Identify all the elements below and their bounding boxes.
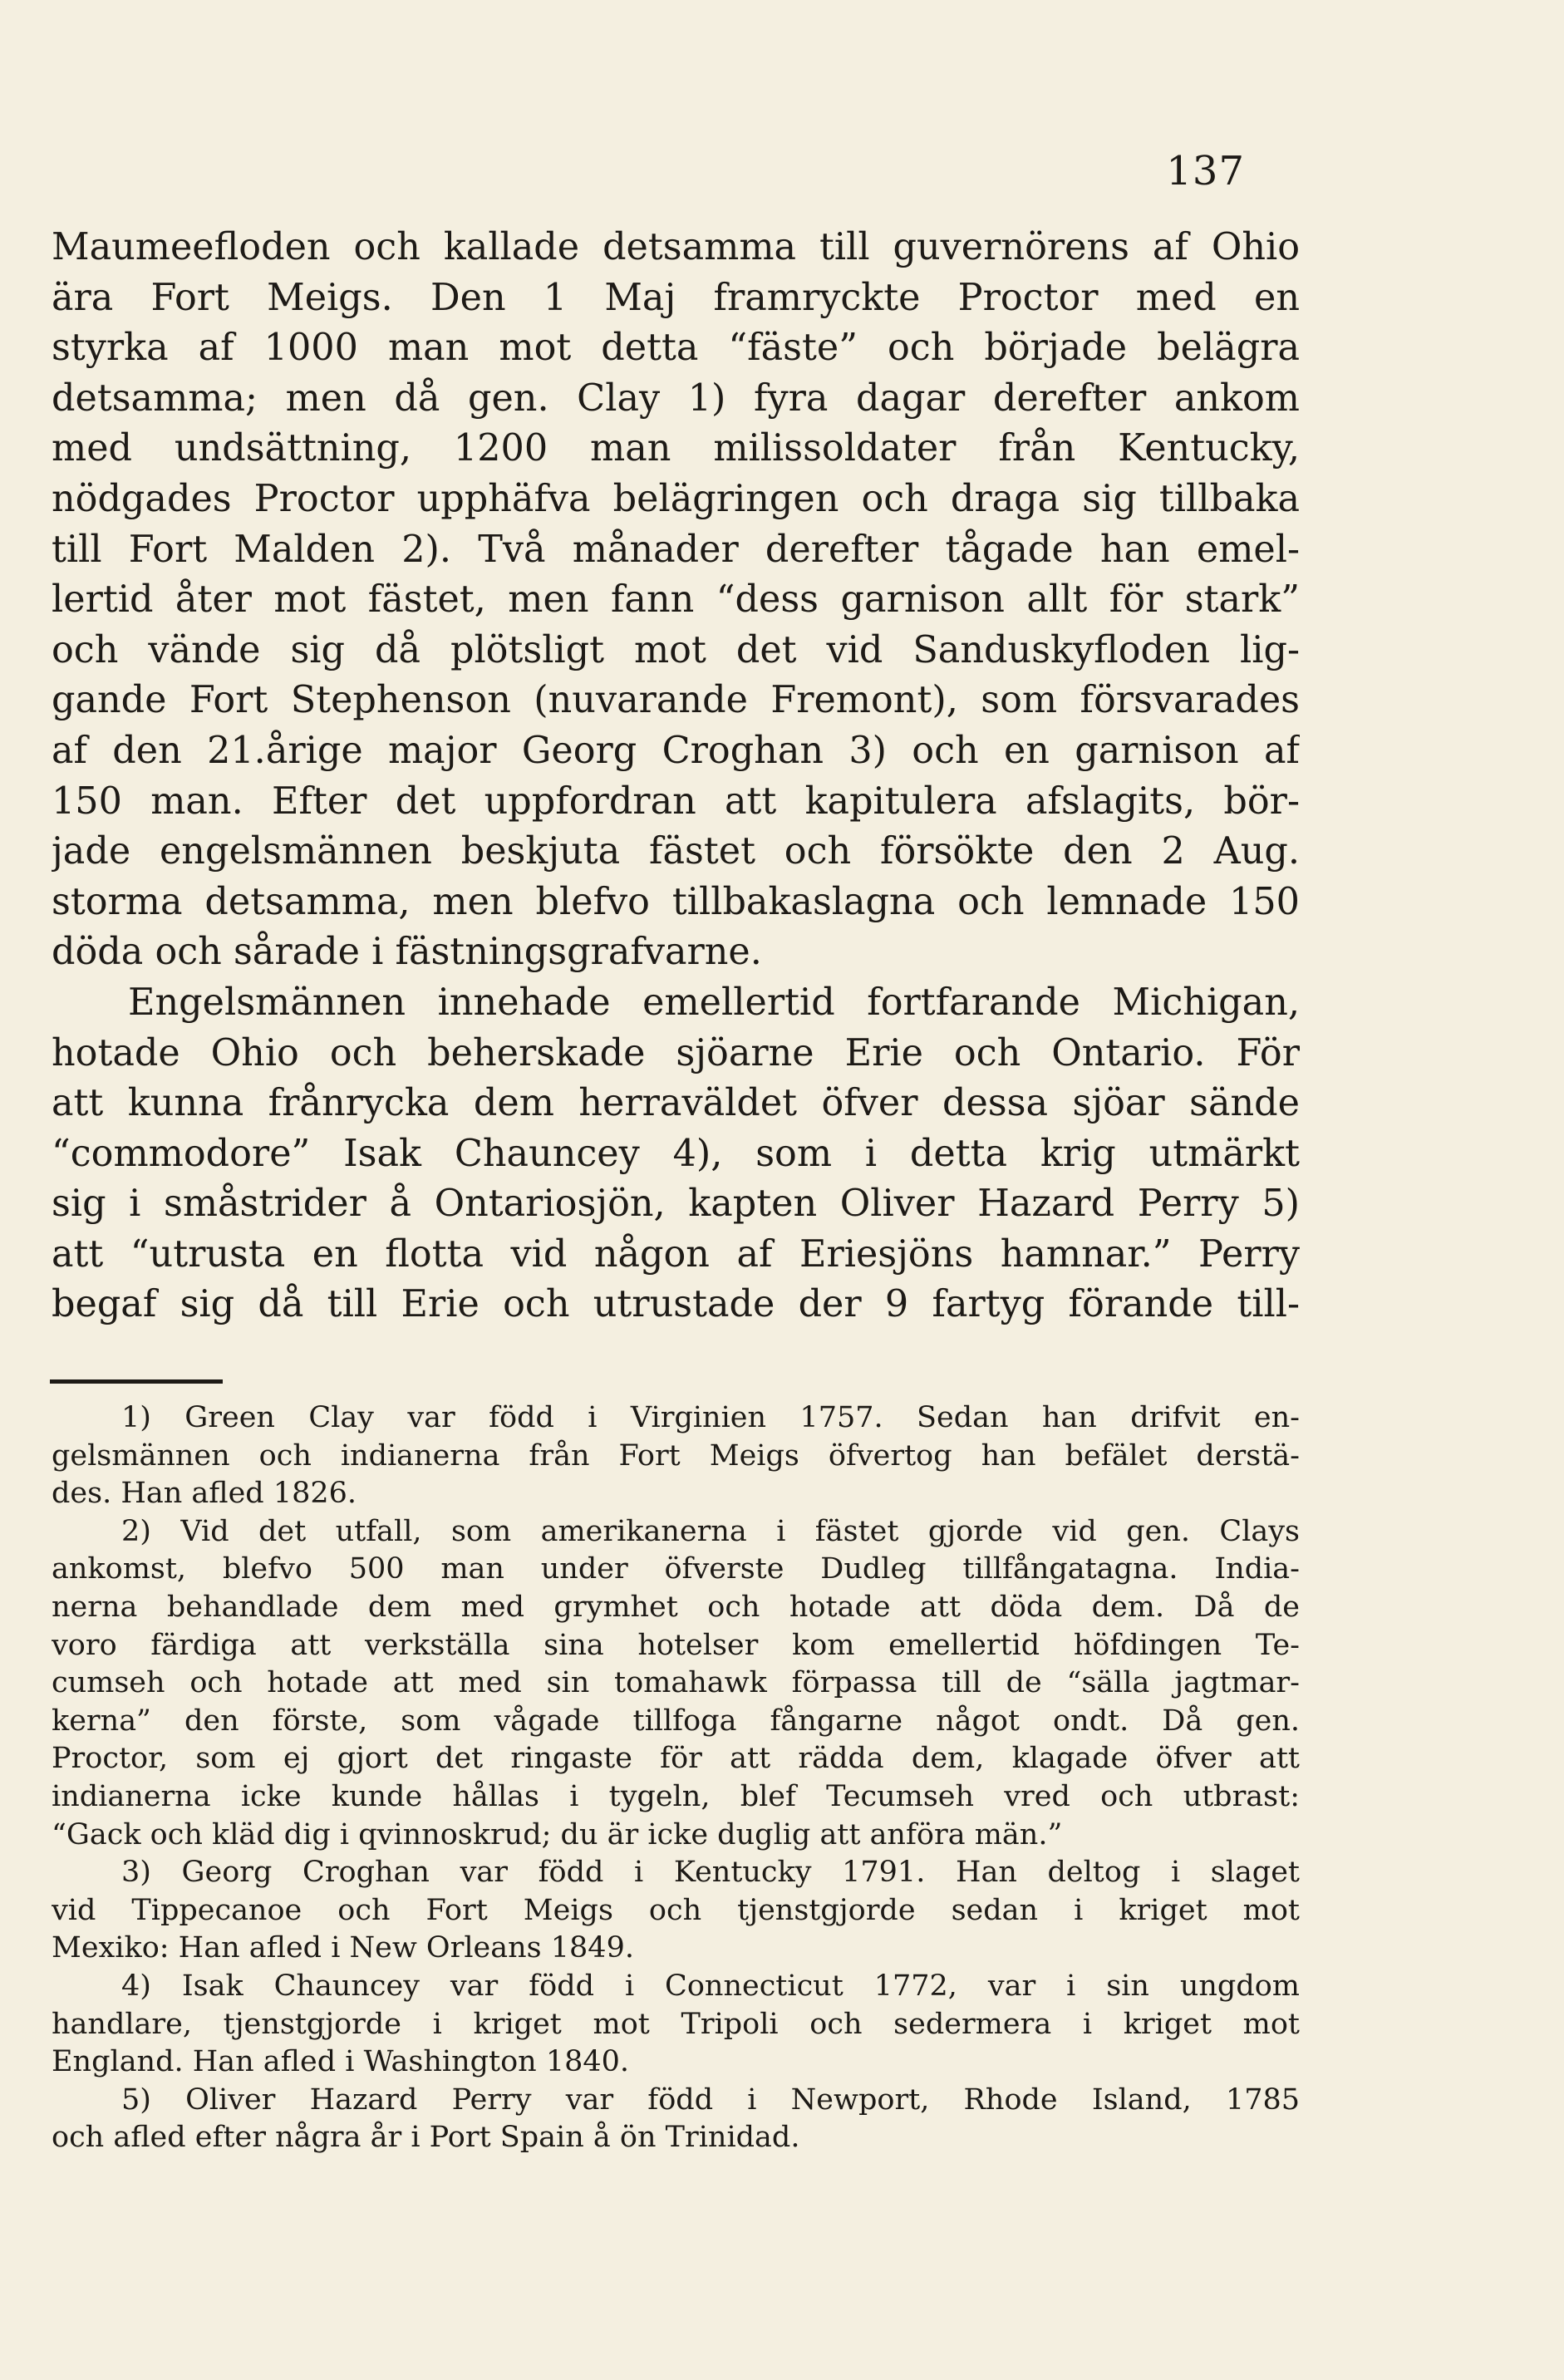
body-line: hotade Ohio och beherskade sjöarne Erie och Ontario. För	[52, 1031, 1300, 1074]
body-line: att kunna frånrycka dem herraväldet öfver dessa sjöar sände	[52, 1082, 1300, 1125]
body-line: styrka af 1000 man mot detta “fäste” och började belägra	[52, 327, 1300, 370]
footnote-line: vid Tippecanoe och Fort Meigs och tjenstgjorde sedan i kriget mot	[52, 1893, 1300, 1927]
footnote-line: gelsmännen och indianerna från Fort Meigs öfvertog han befälet derstä-	[52, 1438, 1300, 1473]
footnote-line: handlare, tjenstgjorde i kriget mot Tripoli och sedermera i kriget mot	[52, 2007, 1300, 2041]
footnote-line: 3) Georg Croghan var född i Kentucky 1791. Han deltog i slaget	[121, 1856, 1300, 1890]
body-line: och vände sig då plötsligt mot det vid Sanduskyfloden lig-	[52, 628, 1300, 671]
body-line: “commodore” Isak Chauncey 4), som i detta krig utmärkt	[52, 1132, 1300, 1175]
body-line: detsamma; men då gen. Clay 1) fyra dagar derefter ankom	[52, 376, 1300, 420]
body-line: med undsättning, 1200 man milissoldater från Kentucky,	[52, 427, 1300, 470]
body-line: Maumeefloden och kallade detsamma till guvernörens af Ohio	[52, 226, 1300, 268]
footnote-line: indianerna icke kunde hållas i tygeln, blef Tecumseh vred och utbrast:	[52, 1779, 1300, 1813]
body-line: lertid åter mot fästet, men fann “dess garnison allt för stark”	[52, 578, 1300, 622]
footnote-line: kerna” den förste, som vågade tillfoga fångarne något ondt. Då gen.	[52, 1704, 1300, 1738]
body-line: ära Fort Meigs. Den 1 Maj framryckte Proctor med en	[52, 276, 1300, 319]
main-text	[52, 223, 1300, 1330]
body-line: sig i småstrider å Ontariosjön, kapten Oliver Hazard Perry 5)	[52, 1183, 1300, 1226]
footnote-divider	[50, 1379, 223, 1384]
body-line: döda och sårade i fästningsgrafvarne.	[52, 931, 762, 974]
body-line: storma detsamma, men blefvo tillbakaslagna och lemnade 150	[52, 880, 1300, 923]
footnote-line: Mexiko: Han afled i New Orleans 1849.	[52, 1931, 634, 1965]
body-line: jade engelsmännen beskjuta fästet och försökte den 2 Aug.	[52, 830, 1300, 873]
footnote-line: ankomst, blefvo 500 man under öfverste Dudleg tillfångatagna. India-	[52, 1552, 1300, 1586]
footnotes	[52, 1399, 1300, 2157]
body-line: till Fort Malden 2). Två månader derefter tågade han emel-	[52, 528, 1300, 571]
footnote-line: des. Han afled 1826.	[52, 1477, 357, 1511]
footnote-line: 5) Oliver Hazard Perry var född i Newport, Rhode Island, 1785	[121, 2082, 1300, 2117]
body-line: att “utrusta en flotta vid någon af Eriesjöns hamnar.” Perry	[52, 1232, 1300, 1276]
body-line: af den 21.årige major Georg Croghan 3) och en garnison af	[52, 729, 1300, 772]
footnote-line: och afled efter några år i Port Spain å ön Trinidad.	[52, 2121, 800, 2155]
footnote-line: 2) Vid det utfall, som amerikanerna i fästet gjorde vid gen. Clays	[121, 1514, 1300, 1548]
body-line: Engelsmännen innehade emellertid fortfarande Michigan,	[128, 981, 1300, 1024]
footnote-line: 1) Green Clay var född i Virginien 1757. Sedan han drifvit en-	[121, 1401, 1300, 1434]
footnote-line: 4) Isak Chauncey var född i Connecticut 1772, var i sin ungdom	[121, 1969, 1300, 2003]
body-line: gande Fort Stephenson (nuvarande Fremont), som försvarades	[52, 679, 1300, 722]
body-line: nödgades Proctor upphäfva belägringen och draga sig tillbaka	[52, 477, 1300, 520]
footnote-line: cumseh och hotade att med sin tomahawk förpassa till de “sälla jagtmar-	[52, 1666, 1300, 1700]
body-line: 150 man. Efter det uppfordran att kapitulera afslagits, bör-	[52, 779, 1300, 823]
footnote-line: Proctor, som ej gjort det ringaste för att rädda dem, klagade öfver att	[52, 1742, 1300, 1776]
footnote-line: “Gack och kläd dig i qvinnoskrud; du är icke duglig att anföra män.”	[52, 1817, 1063, 1851]
page-number: 137	[1166, 148, 1245, 194]
body-line: begaf sig då till Erie och utrustade der 9 fartyg förande till-	[52, 1283, 1300, 1326]
footnote-line: voro färdiga att verkställa sina hotelser kom emellertid höfdingen Te-	[52, 1628, 1300, 1662]
footnote-line: nerna behandlade dem med grymhet och hotade att döda dem. Då de	[52, 1590, 1300, 1624]
footnote-line: England. Han afled i Washington 1840.	[52, 2045, 630, 2079]
